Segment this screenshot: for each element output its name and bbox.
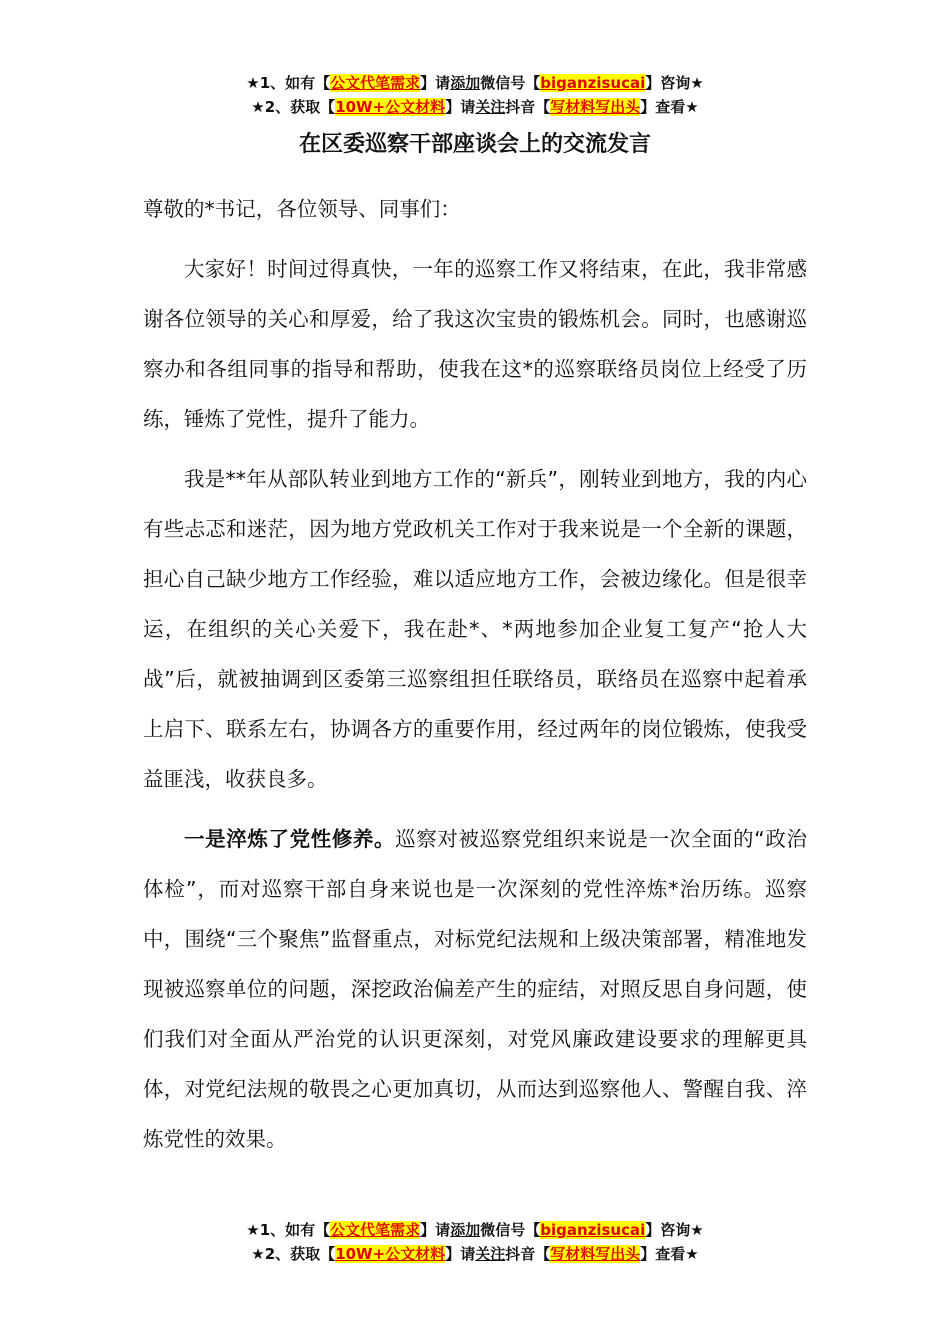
banner-text: ★1、如有【 [246,1221,331,1239]
banner-underline: 添加 [450,74,481,92]
banner-line-1 [0,1218,950,1242]
banner-wechat-id: biganzisucai [540,1221,646,1239]
paragraph-3 [143,814,807,1164]
banner-text: 】请 [445,1245,476,1263]
banner-highlight: 公文代笔需求 [330,74,421,92]
paragraph-2: 我是**年从部队转业到地方工作的“新兵”，刚转业到地方，我的内心有些忐忑和迷茫，因为地方党政机关工作对于我来说是一个全新的课题，担心自己缺少地方工作经验，难以适应地方工作，会被边缘化。但是很幸运，在组织的关心关爱下，我在赴*、*两地参加企业复工复产“抢人大战”后，就被抽调到区委第三巡察组担任联络员，联络员在巡察中起着承上启下、联系左右，协调各方的重要作用，经过两年的岗位锻炼，使我受益匪浅，收获良多。 [143,467,807,791]
banner-underline: 添加 [450,1221,481,1239]
banner-text: 】咨询★ [645,74,704,92]
banner-wechat-id: biganzisucai [540,74,646,92]
banner-douyin-id: 写材料写出头 [550,1245,641,1263]
banner-douyin-id: 写材料写出头 [550,98,641,116]
banner-text: 微信号【 [480,1221,541,1239]
banner-line-2 [0,1242,950,1266]
banner-line-1 [0,71,950,95]
banner-highlight: 10W+公文材料 [335,1245,446,1263]
banner-text: 】咨询★ [645,1221,704,1239]
banner-text: 抖音【 [505,98,551,116]
banner-text: 】请 [420,74,451,92]
banner-text: 】请 [445,98,476,116]
greeting: 尊敬的*书记，各位领导、同事们： [143,197,461,221]
paragraph-3-lead: 一是淬炼了党性修养。 [184,827,396,851]
banner-underline: 关注 [475,98,506,116]
banner-text: 】查看★ [640,98,699,116]
header-banner [0,71,950,119]
banner-text: ★2、获取【 [251,98,336,116]
paragraph-3-body: 巡察对被巡察党组织来说是一次全面的“政治体检”，而对巡察干部自身来说也是一次深刻的党性淬炼*治历练。巡察中，围绕“三个聚焦”监督重点，对标党纪法规和上级决策部署，精准地发现被巡察单位的问题，深挖政治偏差产生的症结，对照反思自身问题，使们我们对全面从严治党的认识更深刻，对党风廉政建设要求的理解更具体，对党纪法规的敬畏之心更加真切，从而达到巡察他人、警醒自我、淬炼党性的效果。 [143,827,808,1151]
banner-text: 微信号【 [480,74,541,92]
document-title: 在区委巡察干部座谈会上的交流发言 [298,132,651,157]
banner-highlight: 10W+公文材料 [335,98,446,116]
banner-text: ★1、如有【 [246,74,331,92]
banner-text: 】查看★ [640,1245,699,1263]
banner-text: 抖音【 [505,1245,551,1263]
banner-underline: 关注 [475,1245,506,1263]
banner-highlight: 公文代笔需求 [330,1221,421,1239]
footer-banner [0,1218,950,1266]
banner-text: 】请 [420,1221,451,1239]
banner-text: ★2、获取【 [251,1245,336,1263]
paragraph-1: 大家好！时间过得真快，一年的巡察工作又将结束，在此，我非常感谢各位领导的关心和厚爱，给了我这次宝贵的锻炼机会。同时，也感谢巡察办和各组同事的指导和帮助，使我在这*的巡察联络员岗位上经受了历练，锤炼了党性，提升了能力。 [143,257,807,431]
banner-line-2 [0,95,950,119]
document-body [143,184,807,1174]
